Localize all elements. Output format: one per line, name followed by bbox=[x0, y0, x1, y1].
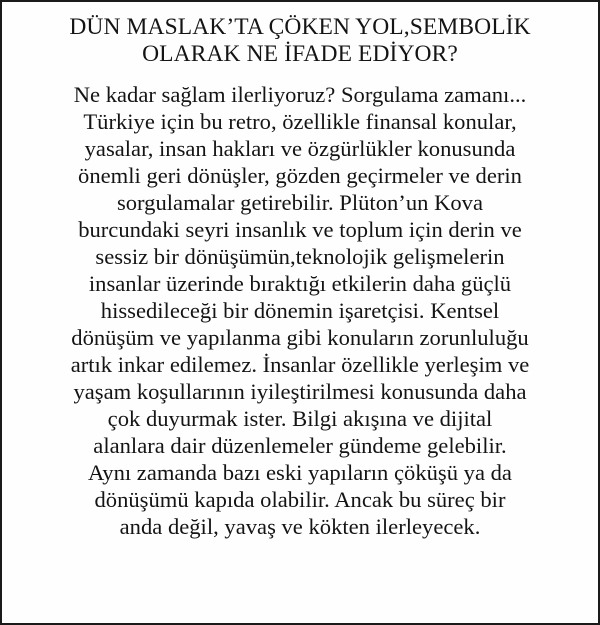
body-line: burcundaki seyri insanlık ve toplum için derin ve bbox=[78, 217, 522, 242]
article-body bbox=[2, 81, 598, 540]
body-line: insanlar üzerinde bıraktığı etkilerin daha güçlü bbox=[88, 271, 512, 296]
headline-line: OLARAK NE İFADE EDİYOR? bbox=[142, 41, 458, 67]
body-line: artık inkar edilemez. İnsanlar özellikle yerleşim ve bbox=[70, 352, 530, 377]
body-line: alanlara dair düzenlemeler gündeme gelebilir. bbox=[93, 433, 507, 458]
body-line: yasalar, insan hakları ve özgürlükler konusunda bbox=[84, 136, 516, 161]
body-line: sorgulamalar getirebilir. Plüton’un Kova bbox=[116, 190, 484, 215]
body-line: dönüşüm ve yapılanma gibi konuların zorunluluğu bbox=[71, 325, 529, 350]
body-line: çok duyurmak ister. Bilgi akışına ve dijital bbox=[107, 406, 493, 431]
headline bbox=[2, 14, 598, 68]
body-line: önemli geri dönüşler, gözden geçirmeler ve derin bbox=[78, 163, 522, 188]
body-line: hissedileceği bir dönemin işaretçisi. Kentsel bbox=[100, 298, 500, 323]
body-line: dönüşümü kapıda olabilir. Ancak bu süreç bir bbox=[94, 487, 506, 512]
body-line: Aynı zamanda bazı eski yapıların çöküşü ya da bbox=[88, 460, 512, 485]
headline-line: DÜN MASLAK’TA ÇÖKEN YOL,SEMBOLİK bbox=[69, 14, 531, 40]
body-line: anda değil, yavaş ve kökten ilerleyecek. bbox=[119, 514, 481, 539]
body-line: Ne kadar sağlam ilerliyoruz? Sorgulama zamanı... bbox=[73, 82, 527, 107]
body-line: Türkiye için bu retro, özellikle finansal konular, bbox=[83, 109, 517, 134]
body-line: sessiz bir dönüşümün,teknolojik gelişmelerin bbox=[95, 244, 505, 269]
body-line: yaşam koşullarının iyileştirilmesi konusunda daha bbox=[73, 379, 527, 404]
